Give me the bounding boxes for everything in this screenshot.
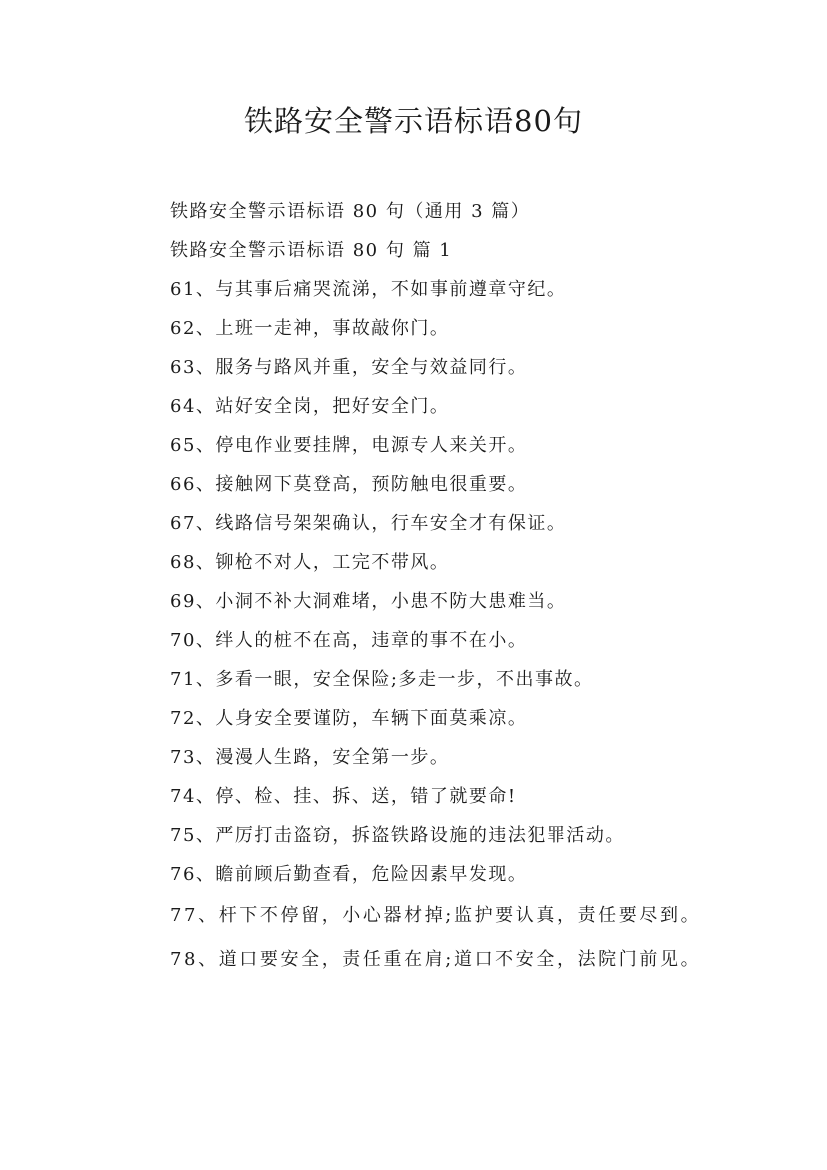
slogan-item: 61、与其事后痛哭流涕，不如事前遵章守纪。 — [170, 279, 567, 300]
slogan-item: 62、上班一走神，事故敲你门。 — [170, 318, 450, 339]
slogan-item: 64、站好安全岗，把好安全门。 — [170, 396, 450, 417]
slogan-item: 72、人身安全要谨防，车辆下面莫乘凉。 — [170, 708, 528, 729]
slogan-item: 78、道口要安全，责任重在肩;道口不安全，法院门前见。 — [170, 949, 702, 970]
section-heading: 铁路安全警示语标语 80 句 篇 1 — [170, 240, 453, 261]
slogan-item: 75、严厉打击盗窃，拆盗铁路设施的违法犯罪活动。 — [170, 825, 625, 846]
document-body — [125, 196, 713, 986]
slogan-item: 63、服务与路风并重，安全与效益同行。 — [170, 357, 528, 378]
slogan-item: 66、接触网下莫登高，预防触电很重要。 — [170, 474, 528, 495]
document-title: 铁路安全警示语标语80句 — [244, 104, 583, 138]
slogan-item: 65、停电作业要挂牌，电源专人来关开。 — [170, 435, 528, 456]
slogan-item: 77、杆下不停留，小心器材掉;监护要认真，责任要尽到。 — [170, 905, 702, 926]
slogan-item: 70、绊人的桩不在高，违章的事不在小。 — [170, 630, 528, 651]
slogan-item: 71、多看一眼，安全保险;多走一步，不出事故。 — [170, 669, 594, 690]
slogan-item: 67、线路信号架架确认，行车安全才有保证。 — [170, 513, 567, 534]
slogan-item: 74、停、检、挂、拆、送，错了就要命! — [170, 786, 517, 807]
subtitle-paragraph: 铁路安全警示语标语 80 句（通用 3 篇） — [170, 201, 531, 222]
slogan-item: 68、铆枪不对人，工完不带风。 — [170, 552, 450, 573]
slogan-item: 73、漫漫人生路，安全第一步。 — [170, 747, 450, 768]
slogan-item: 69、小洞不补大洞难堵，小患不防大患难当。 — [170, 591, 567, 612]
slogan-item: 76、瞻前顾后勤查看，危险因素早发现。 — [170, 864, 528, 885]
